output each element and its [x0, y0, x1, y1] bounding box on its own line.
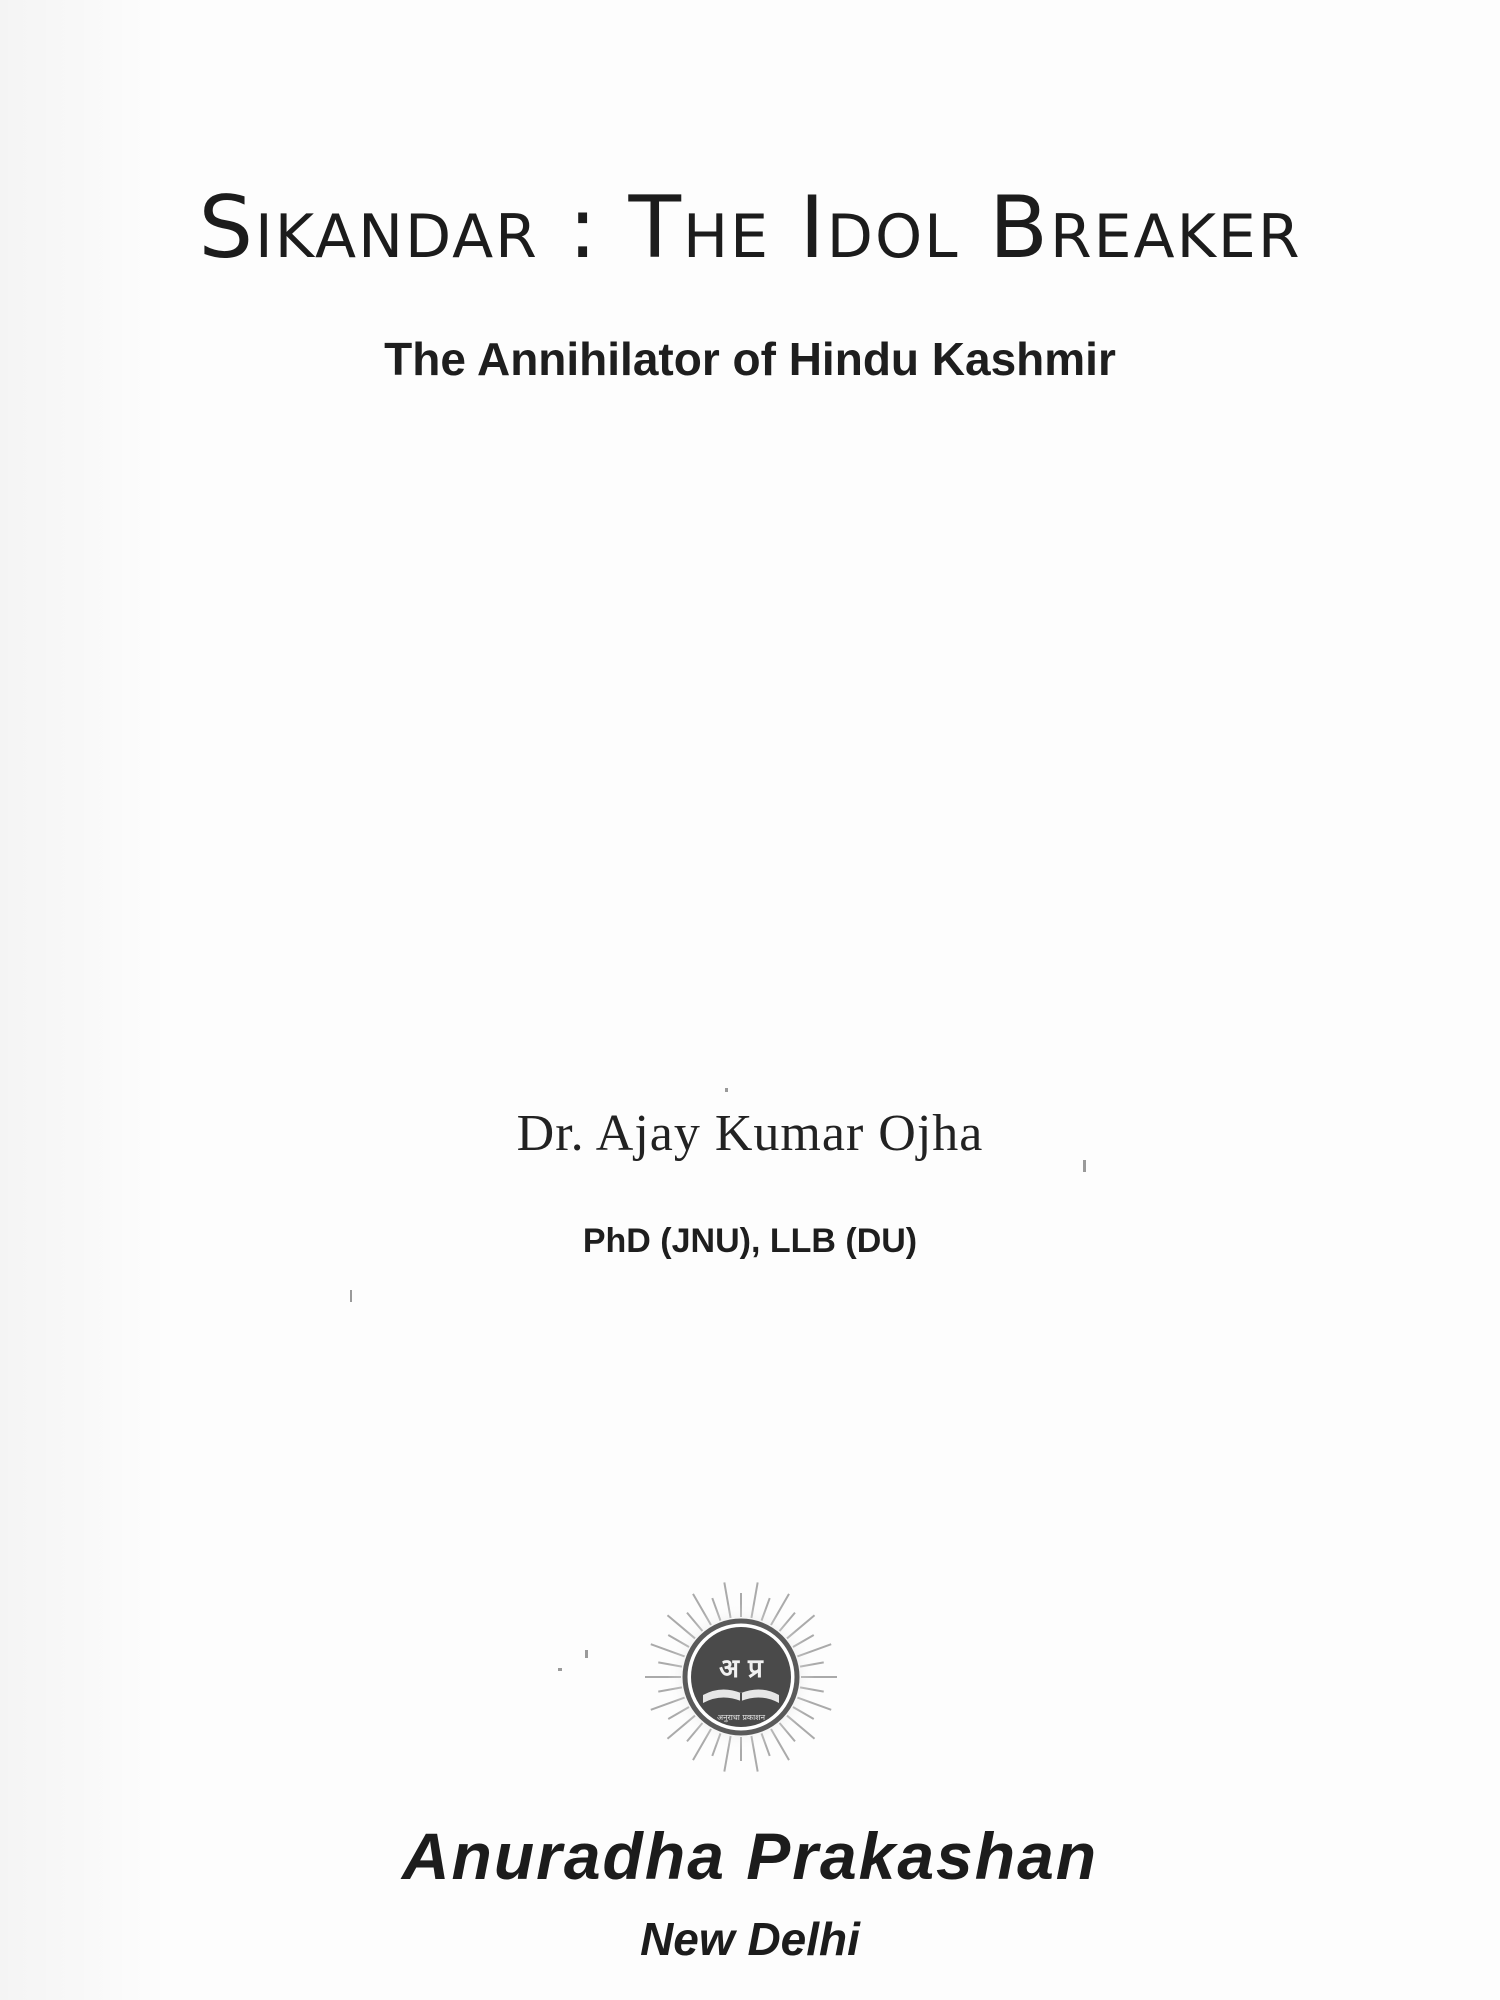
- scan-speck: [585, 1650, 588, 1658]
- scan-speck: [1083, 1160, 1086, 1172]
- book-title: Sikandar : The Idol Breaker: [198, 178, 1302, 278]
- author-name: Dr. Ajay Kumar Ojha: [516, 1105, 984, 1162]
- publisher-name: Anuradha Prakashan: [401, 1819, 1099, 1893]
- scan-speck: [350, 1290, 352, 1302]
- page-edge-shadow: [0, 0, 170, 2000]
- logo-caption: अनुराधा प्रकाशन: [716, 1713, 766, 1722]
- logo-monogram: अ प्र: [719, 1654, 763, 1684]
- sun-book-emblem-icon: [641, 1577, 841, 1777]
- publisher-city: New Delhi: [640, 1913, 860, 1965]
- book-subtitle: The Annihilator of Hindu Kashmir: [384, 333, 1116, 385]
- scan-speck: [558, 1668, 562, 1671]
- author-credentials: PhD (JNU), LLB (DU): [582, 1222, 918, 1260]
- scan-speck: [725, 1088, 728, 1092]
- publisher-logo: [641, 1577, 841, 1777]
